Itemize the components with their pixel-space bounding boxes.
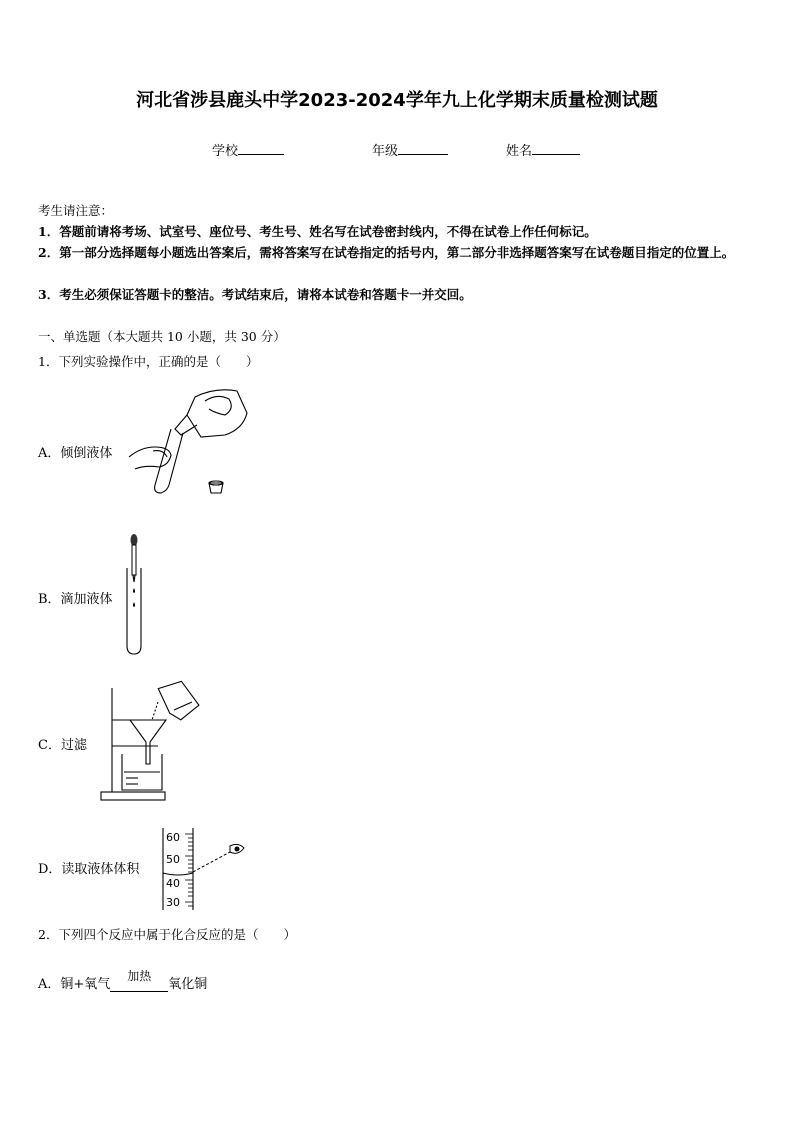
q2-option-a-prefix: A．铜+氧气: [38, 977, 111, 992]
page-title: 河北省涉县鹿头中学2023-2024学年九上化学期末质量检测试题: [136, 90, 658, 111]
tick-50: 50: [166, 853, 180, 866]
section-heading: 一、单选题（本大题共 10 小题，共 30 分）: [38, 329, 286, 344]
grade-label: 年级: [372, 144, 399, 159]
q1-option-d-label: D．读取液体体积: [38, 862, 140, 877]
tick-40: 40: [166, 877, 180, 890]
school-label: 学校: [212, 144, 239, 159]
filtration-illustration: [98, 680, 202, 804]
notice-heading: 考生请注意：: [38, 203, 114, 218]
grade-blank[interactable]: [398, 142, 448, 155]
school-blank[interactable]: [238, 142, 284, 155]
tick-30: 30: [166, 896, 180, 909]
name-label: 姓名: [506, 144, 533, 159]
q2-option-a-suffix: 氧化铜: [168, 977, 208, 992]
notice-item-3: 3．考生必须保证答题卡的整洁。考试结束后，请将本试卷和答题卡一并交回。: [38, 287, 472, 302]
reaction-condition: 加热: [127, 969, 152, 983]
graduated-cylinder-illustration: [160, 826, 250, 912]
tick-60: 60: [166, 831, 180, 844]
pouring-liquid-illustration: [125, 385, 255, 500]
q2-option-a: [38, 969, 208, 992]
q1-option-a-label: A．倾倒液体: [38, 446, 113, 461]
question-2-stem: 2．下列四个反应中属于化合反应的是（ ）: [38, 927, 296, 942]
school-field: [212, 140, 284, 159]
dropper-illustration: [124, 532, 146, 656]
q1-option-c-label: C．过滤: [38, 738, 87, 753]
name-blank[interactable]: [532, 142, 580, 155]
question-1-stem: 1．下列实验操作中，正确的是（ ）: [38, 354, 259, 369]
reaction-arrow: [110, 969, 168, 992]
q1-option-b-label: B．滴加液体: [38, 592, 113, 607]
grade-field: [372, 140, 448, 159]
notice-item-2: 2．第一部分选择题每小题选出答案后，需将答案写在试卷指定的括号内，第二部分非选择题答案写在试卷题目指定的位置上。: [38, 245, 735, 260]
name-field: [506, 140, 580, 159]
notice-item-1: 1．答题前请将考场、试室号、座位号、考生号、姓名写在试卷密封线内，不得在试卷上作任何标记。: [38, 224, 597, 239]
